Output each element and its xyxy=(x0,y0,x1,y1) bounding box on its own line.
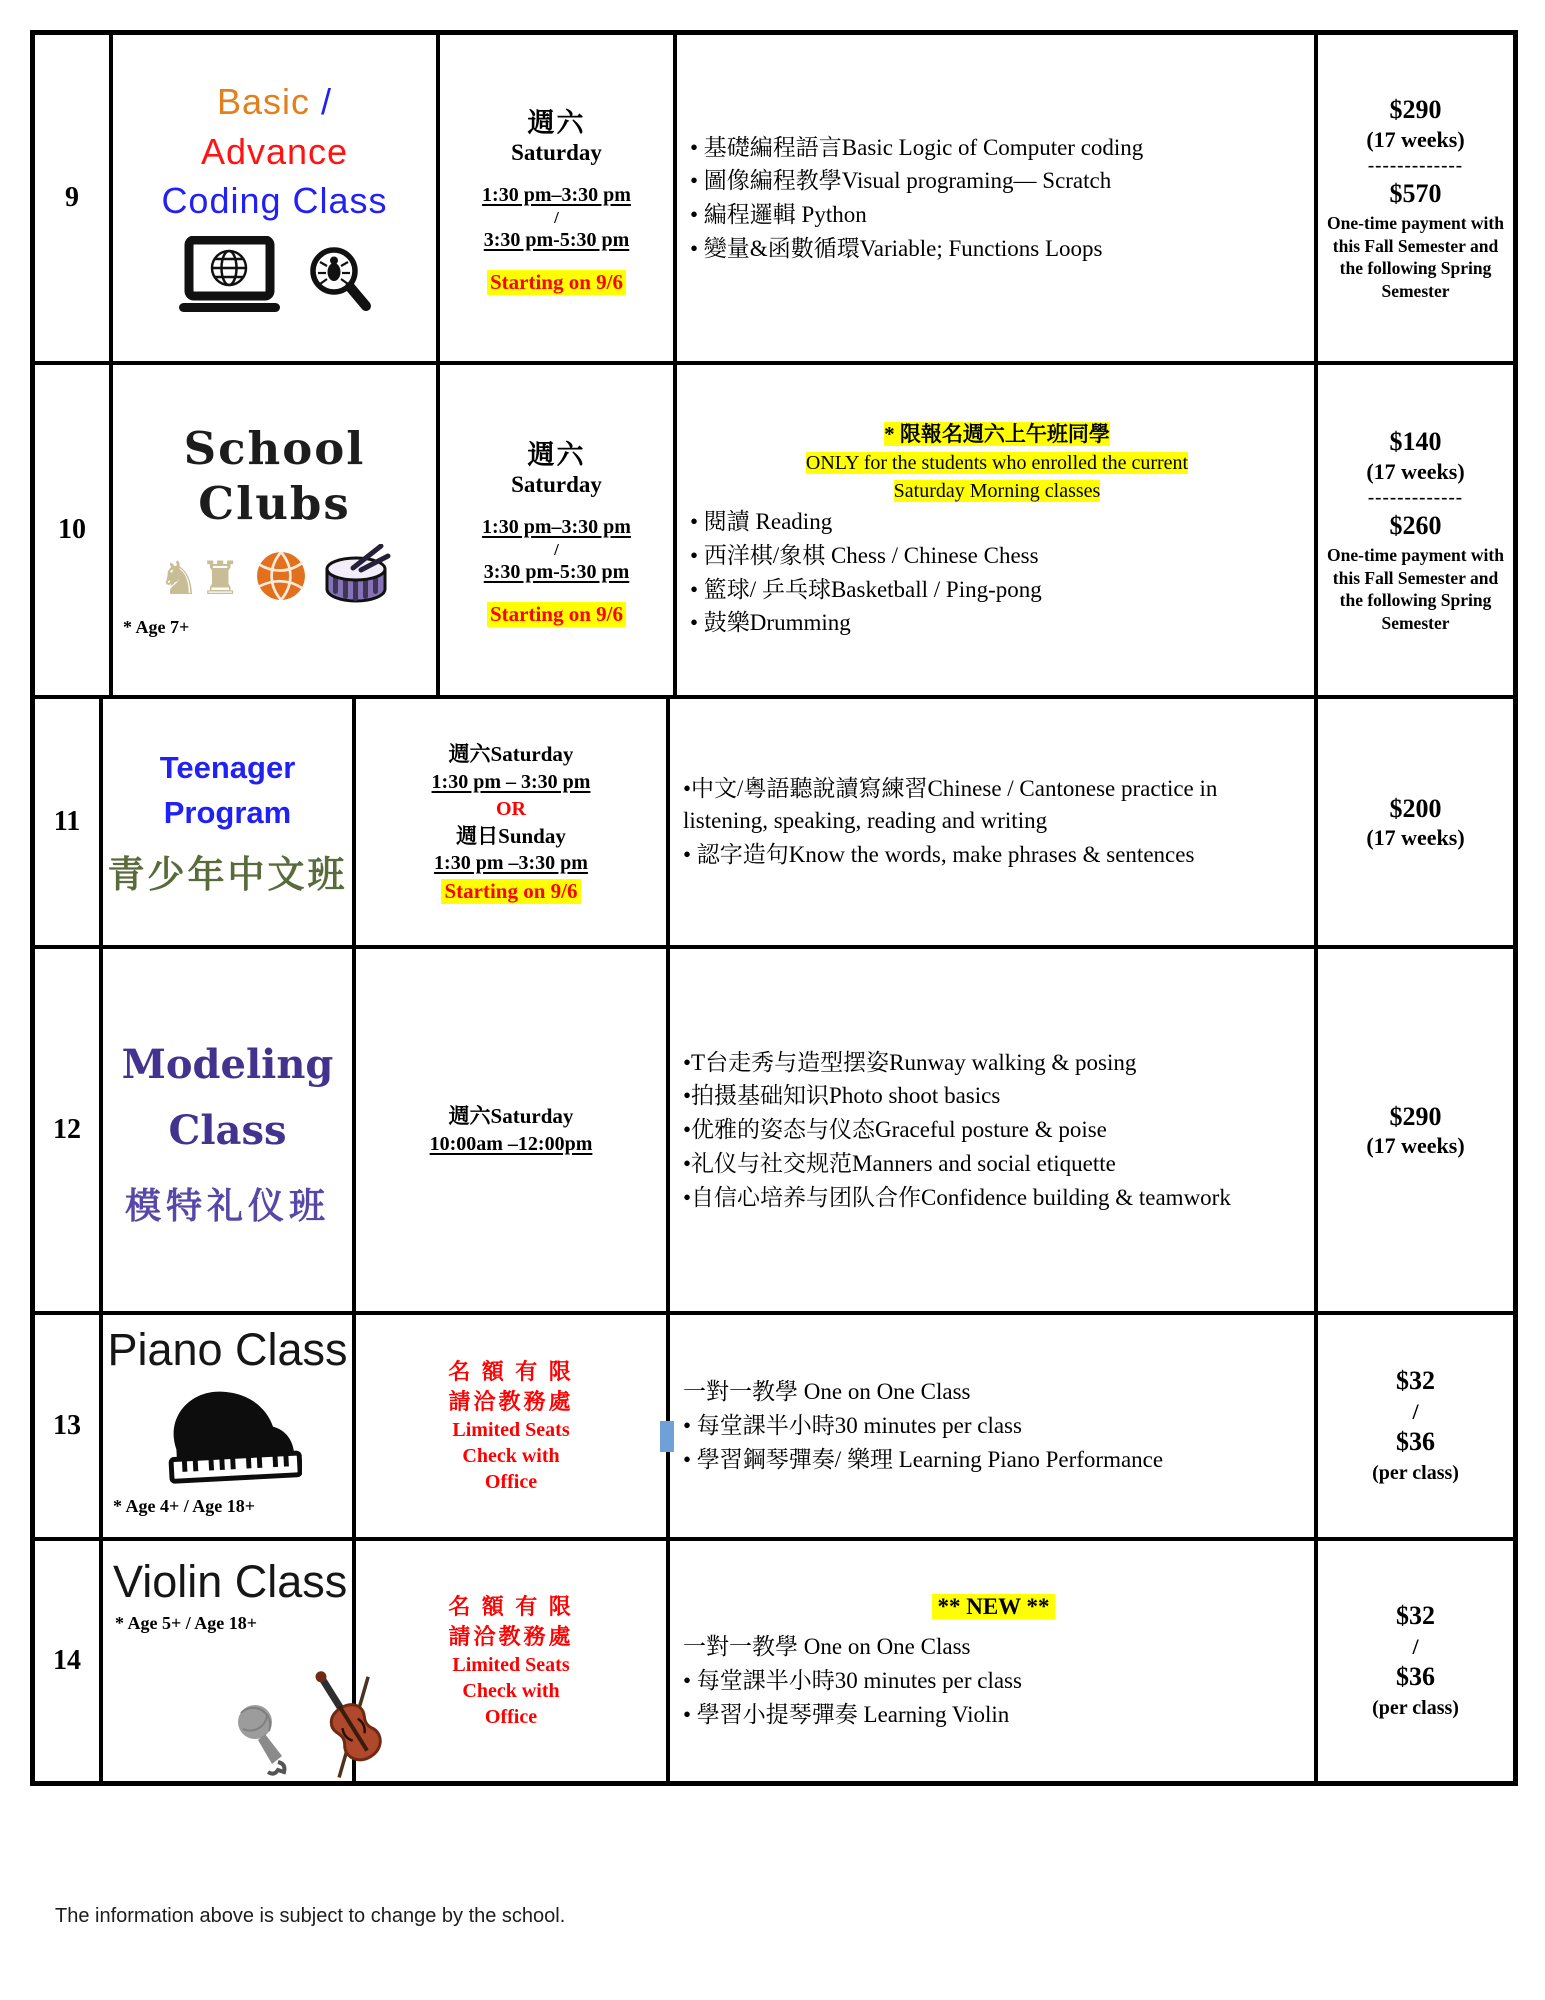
schedule-times xyxy=(482,182,631,255)
title-clubs: Clubs xyxy=(198,477,351,530)
age-note: * Age 5+ / Age 18+ xyxy=(115,1612,258,1633)
notice-line: 名 額 有 限 xyxy=(448,1594,574,1620)
drum-icon xyxy=(321,544,391,613)
price-cell xyxy=(1318,35,1513,361)
class-name-cell-piano xyxy=(103,1315,356,1537)
schedule-time-2: 1:30 pm –3:30 pm xyxy=(434,851,588,874)
restriction-line-cn: * 限報名週六上午班同學 xyxy=(884,421,1110,446)
limited-seats-cell xyxy=(356,1315,670,1537)
schedule-time-1: 10:00am –12:00pm xyxy=(429,1132,593,1155)
row-number: 9 xyxy=(35,35,113,361)
restriction-line-en1: ONLY for the students who enrolled the current xyxy=(805,452,1189,475)
new-badge: ** NEW ** xyxy=(932,1594,1054,1619)
schedule-time-1: 1:30 pm–3:30 pm xyxy=(482,183,631,206)
price-cell xyxy=(1318,1315,1513,1537)
starting-date-badge: Starting on 9/6 xyxy=(487,270,626,295)
price-note: One-time payment with this Fall Semester and the following Spring Semester xyxy=(1327,545,1504,633)
price-unit: (per class) xyxy=(1372,1696,1459,1719)
schedule-day-cn: 週六 xyxy=(527,439,586,470)
title-basic: Basic xyxy=(216,80,310,122)
description-bullet: • 認字造句Know the words, make phrases & sentences xyxy=(683,841,1195,867)
class-title-line xyxy=(217,77,332,127)
title-program: Program xyxy=(163,795,292,830)
price-cell xyxy=(1318,949,1513,1311)
description-bullet: • 閱讀 Reading xyxy=(690,509,833,535)
schedule-time-separator: / xyxy=(554,539,559,559)
class-name-cell-modeling xyxy=(103,949,356,1311)
title-violin-class: Violin Class xyxy=(113,1556,348,1607)
notice-line: 請洽教務處 xyxy=(448,1389,574,1414)
description-bullet: • 圖像編程教學Visual programing— Scratch xyxy=(690,168,1112,194)
description-cell xyxy=(670,1315,1318,1537)
notice-line: Limited Seats xyxy=(452,1418,570,1441)
price-cell xyxy=(1318,1541,1513,1781)
coding-icons xyxy=(177,236,372,319)
table-row-modeling-class xyxy=(35,949,1513,1315)
starting-date-badge: Starting on 9/6 xyxy=(487,602,626,627)
starting-date-badge: Starting on 9/6 xyxy=(441,879,580,904)
price-amount: $290 xyxy=(1389,95,1442,125)
schedule-cell xyxy=(356,699,670,945)
description-bullet: •自信心培养与团队合作Confidence building & teamwork xyxy=(683,1184,1231,1210)
schedule-cell xyxy=(356,949,670,1311)
price-unit: (per class) xyxy=(1372,1461,1459,1484)
schedule-time-separator: / xyxy=(554,207,559,227)
notice-line: Check with xyxy=(462,1444,560,1467)
price-cell xyxy=(1318,365,1513,695)
description-bullet: • 基礎編程語言Basic Logic of Computer coding xyxy=(690,134,1144,160)
bug-search-icon xyxy=(306,244,372,319)
notice-line: Office xyxy=(484,1470,538,1493)
title-school: School xyxy=(183,422,366,476)
clubs-icons xyxy=(158,544,390,613)
schedule-day-cn: 週六 xyxy=(527,107,586,138)
price-slash: / xyxy=(1412,1398,1419,1424)
notice-line: Office xyxy=(484,1705,538,1728)
description-bullet: • 學習小提琴彈奏 Learning Violin xyxy=(683,1701,1010,1727)
price-term: (17 weeks) xyxy=(1366,1133,1465,1159)
description-bullet: • 編程邏輯 Python xyxy=(690,202,867,227)
row-number: 11 xyxy=(35,699,103,945)
class-name-cell-clubs xyxy=(113,365,440,695)
title-slash: / xyxy=(321,80,333,122)
grand-piano-icon xyxy=(154,1375,302,1492)
description-cell xyxy=(670,699,1318,945)
description-cell xyxy=(670,949,1318,1311)
violin-icons xyxy=(228,1660,396,1783)
schedule-cell xyxy=(440,35,677,361)
title-coding-class: Coding Class xyxy=(161,180,388,222)
microphone-icon xyxy=(228,1696,300,1783)
schedule-day-1: 週六Saturday xyxy=(448,1104,574,1129)
price-slash: / xyxy=(1412,1633,1419,1659)
schedule-time-2: 3:30 pm-5:30 pm xyxy=(483,561,630,584)
schedule-or: OR xyxy=(496,797,526,820)
class-name-cell-coding xyxy=(113,35,440,361)
price-term: (17 weeks) xyxy=(1366,126,1465,152)
restriction-line-en2: Saturday Morning classes xyxy=(893,480,1101,503)
price-amount-2: $36 xyxy=(1396,1662,1435,1692)
description-bullet: • 每堂課半小時30 minutes per class xyxy=(683,1668,1022,1693)
schedule-time-2: 3:30 pm-5:30 pm xyxy=(483,229,630,252)
schedule-time-1: 1:30 pm – 3:30 pm xyxy=(431,770,591,793)
price-amount: $32 xyxy=(1396,1601,1435,1631)
description-cell xyxy=(670,1541,1318,1781)
description-cell xyxy=(677,365,1318,695)
price-amount: $140 xyxy=(1389,427,1442,457)
table-row-school-clubs xyxy=(35,365,1513,699)
description-bullet: • 每堂課半小時30 minutes per class xyxy=(683,1413,1022,1439)
price-cell xyxy=(1318,699,1513,945)
description-bullet: • 學習鋼琴彈奏/ 樂理 Learning Piano Performance xyxy=(683,1446,1164,1472)
price-term: (17 weeks) xyxy=(1366,825,1465,851)
price-amount-combined: $260 xyxy=(1389,510,1442,540)
description-bullet: •拍摄基础知识Photo shoot basics xyxy=(683,1083,1001,1109)
price-term: (17 weeks) xyxy=(1366,458,1465,484)
class-schedule-table xyxy=(30,30,1518,1786)
schedule-day-1: 週六Saturday xyxy=(448,742,574,767)
schedule-times xyxy=(482,514,631,587)
limited-seats-cell xyxy=(356,1541,670,1781)
description-bullet: • 變量&函數循環Variable; Functions Loops xyxy=(690,235,1103,261)
description-line: 一對一教學 One on One Class xyxy=(683,1379,971,1405)
title-chinese: 青少年中文班 xyxy=(107,854,348,896)
schedule-cell xyxy=(440,365,677,695)
chess-pieces-icon: ♞♜ xyxy=(158,551,241,606)
description-bullet: •优雅的姿态与仪态Graceful posture & poise xyxy=(683,1117,1107,1143)
notice-line: Limited Seats xyxy=(452,1653,570,1676)
description-cell xyxy=(677,35,1318,361)
row-number: 13 xyxy=(35,1315,103,1537)
age-note: * Age 4+ / Age 18+ xyxy=(113,1495,256,1516)
price-amount-combined: $570 xyxy=(1389,178,1442,208)
title-advance: Advance xyxy=(200,130,349,172)
footer-disclaimer: The information above is subject to change by the school. xyxy=(55,1905,566,1927)
row-number: 10 xyxy=(35,365,113,695)
table-row-violin-class xyxy=(35,1541,1513,1781)
description-bullet: • 籃球/ 乒乓球Basketball / Ping-pong xyxy=(690,576,1042,602)
description-bullet: •中文/粵語聽說讀寫練習Chinese / Cantonese practice in listening, speaking, reading and writing xyxy=(683,776,1218,834)
schedule-day-en: Saturday xyxy=(511,139,602,165)
price-divider: ------------- xyxy=(1367,154,1464,176)
laptop-globe-icon xyxy=(177,236,282,319)
schedule-day-2: 週日Sunday xyxy=(456,823,566,848)
row-number: 12 xyxy=(35,949,103,1311)
row-number: 14 xyxy=(35,1541,103,1781)
title-modeling: Modeling xyxy=(121,1040,334,1088)
price-amount-2: $36 xyxy=(1396,1427,1435,1457)
table-row-piano-class xyxy=(35,1315,1513,1541)
table-row-teenager-program xyxy=(35,699,1513,949)
basketball-icon xyxy=(255,550,307,607)
description-line: 一對一教學 One on One Class xyxy=(683,1634,971,1660)
title-teenager: Teenager xyxy=(159,750,296,786)
price-note: One-time payment with this Fall Semester and the following Spring Semester xyxy=(1327,213,1504,301)
violin-icon xyxy=(300,1660,396,1783)
new-badge-row xyxy=(683,1591,1304,1623)
class-name-cell-violin xyxy=(103,1541,356,1781)
notice-line: 請洽教務處 xyxy=(448,1624,574,1649)
description-bullet: • 西洋棋/象棋 Chess / Chinese Chess xyxy=(690,542,1039,568)
restriction-note xyxy=(690,420,1304,505)
class-name-cell-teenager xyxy=(103,699,356,945)
text-cursor xyxy=(660,1421,674,1452)
schedule-day-en: Saturday xyxy=(511,471,602,497)
notice-line: 名 額 有 限 xyxy=(448,1359,574,1385)
price-amount: $200 xyxy=(1389,793,1442,823)
description-bullet: •T台走秀与造型摆姿Runway walking & posing xyxy=(683,1049,1137,1075)
table-row-coding-class xyxy=(35,35,1513,365)
price-amount: $290 xyxy=(1389,1101,1442,1131)
title-class: Class xyxy=(168,1106,287,1154)
description-bullet: • 鼓樂Drumming xyxy=(690,610,851,636)
price-divider: ------------- xyxy=(1367,486,1464,508)
notice-line: Check with xyxy=(462,1679,560,1702)
age-note: * Age 7+ xyxy=(123,616,190,637)
description-bullet: •礼仪与社交规范Manners and social etiquette xyxy=(683,1150,1116,1176)
title-piano-class: Piano Class xyxy=(107,1324,348,1375)
title-chinese: 模特礼仪班 xyxy=(124,1185,330,1226)
price-amount: $32 xyxy=(1396,1366,1435,1396)
schedule-time-1: 1:30 pm–3:30 pm xyxy=(482,515,631,538)
